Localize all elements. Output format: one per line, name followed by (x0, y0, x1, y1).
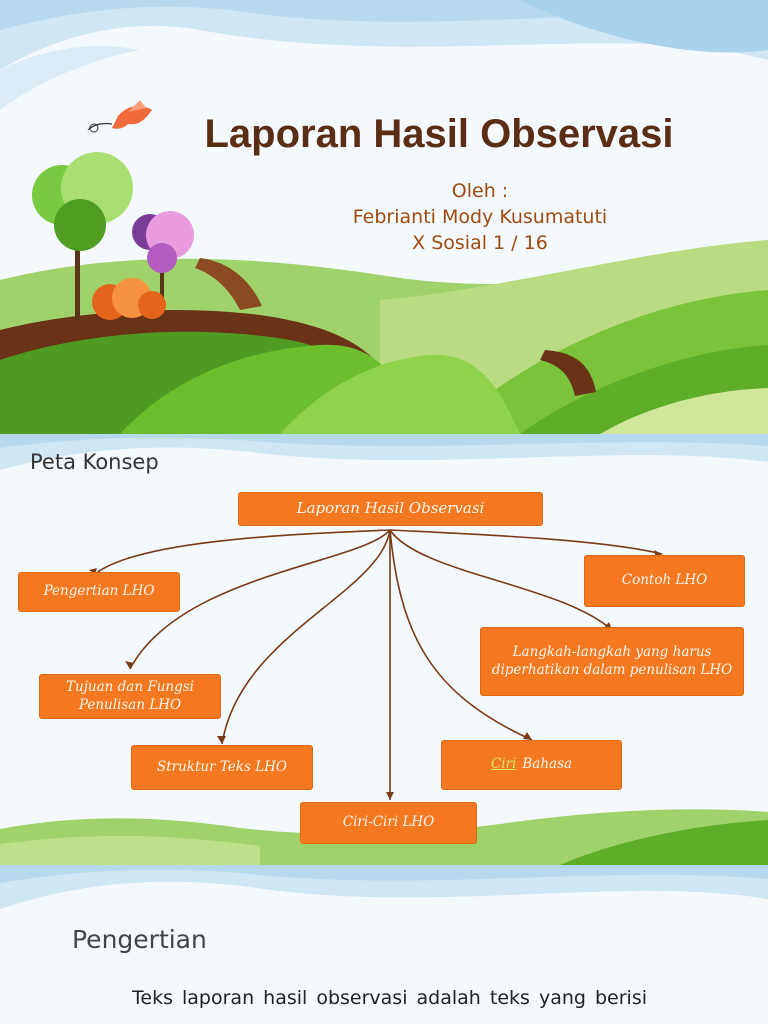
node-tujuan-label: Tujuan dan Fungsi Penulisan LHO (66, 678, 194, 713)
presentation-title: Laporan Hasil Observasi (204, 112, 674, 156)
ciri-link[interactable]: Ciri (490, 756, 517, 773)
author-name: Febrianti Mody Kusumatuti (352, 206, 608, 228)
class-info: X Sosial 1 / 16 (412, 232, 548, 254)
root-node (238, 492, 543, 526)
definition-text: Teks laporan hasil observasi adalah teks yang berisi (132, 987, 647, 1009)
node-pengertian (18, 572, 180, 612)
title-slide (0, 0, 768, 434)
concept-map-slide (0, 434, 768, 865)
node-pengertian-label: Pengertian LHO (43, 583, 155, 600)
section-heading: Pengertian (72, 925, 207, 954)
root-node-label: Laporan Hasil Observasi (296, 499, 485, 518)
node-bahasa (441, 740, 622, 790)
node-ciri-ciri (300, 802, 477, 844)
node-bahasa-label: Bahasa (522, 756, 573, 773)
by-label: Oleh : (451, 180, 509, 202)
node-struktur-label: Struktur Teks LHO (156, 758, 288, 775)
slide-heading: Peta Konsep (30, 450, 159, 474)
node-langkah-label: Langkah-langkah yang harus diperhatikan dalam penulisan LHO (491, 643, 733, 678)
definition-slide (0, 865, 768, 1024)
node-tujuan (39, 674, 221, 719)
node-ciri-ciri-label: Ciri-Ciri LHO (342, 814, 435, 831)
node-contoh-label: Contoh LHO (621, 572, 708, 589)
node-contoh (584, 555, 745, 607)
node-langkah (480, 627, 744, 696)
node-struktur (131, 745, 313, 790)
